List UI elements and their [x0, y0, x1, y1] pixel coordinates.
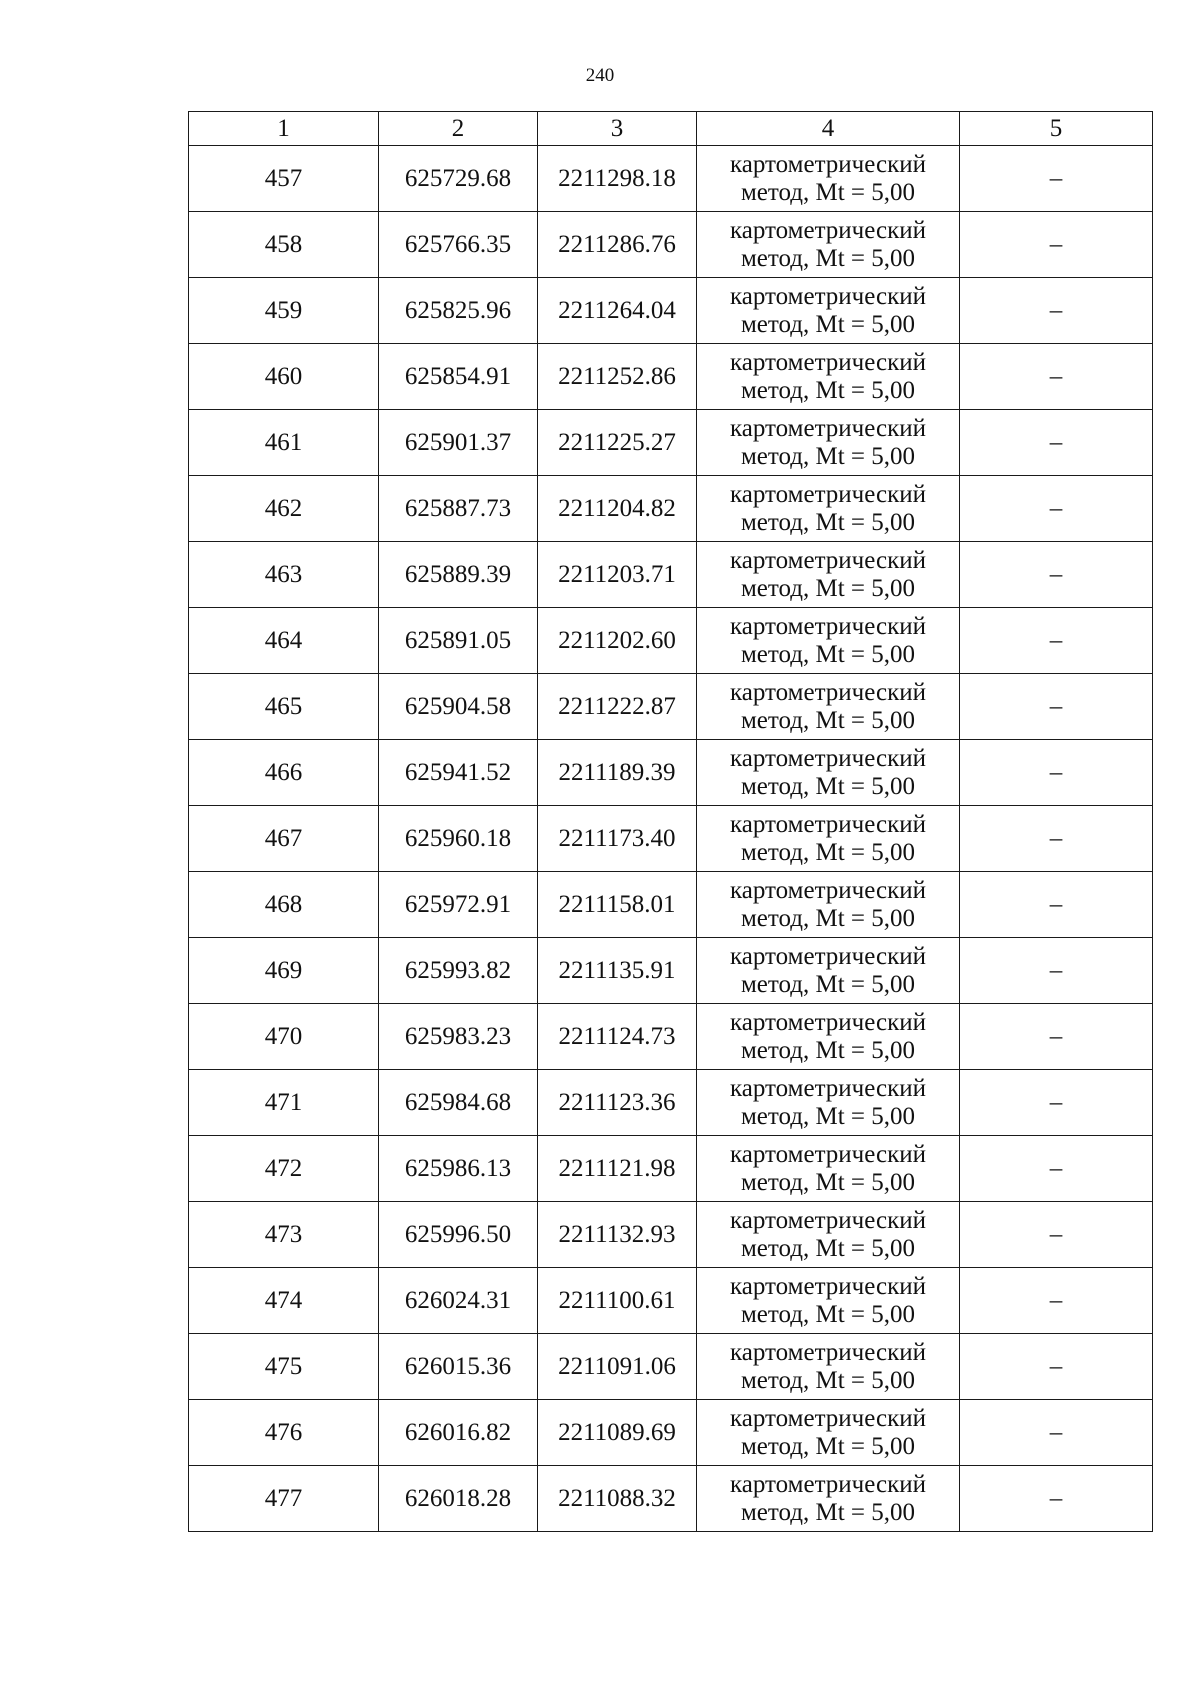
method-name: картометрический: [730, 150, 926, 178]
x-coordinate-cell: 625889.39: [379, 542, 538, 608]
method-accuracy: метод, Mt = 5,00: [740, 640, 916, 668]
method-accuracy: метод, Mt = 5,00: [740, 442, 916, 470]
table-row: [189, 938, 1153, 1004]
header-cell-3: 3: [538, 112, 697, 146]
method-accuracy: метод, Mt = 5,00: [740, 1498, 916, 1526]
header-cell-1: 1: [189, 112, 379, 146]
point-number-cell: 474: [189, 1268, 379, 1334]
method-accuracy: метод, Mt = 5,00: [740, 970, 916, 998]
method-cell: [697, 938, 960, 1004]
method-name: картометрический: [730, 612, 926, 640]
point-number-cell: 464: [189, 608, 379, 674]
x-coordinate-cell: 625993.82: [379, 938, 538, 1004]
point-number-cell: 462: [189, 476, 379, 542]
table-row: [189, 542, 1153, 608]
method-name: картометрический: [730, 1470, 926, 1498]
table-row: [189, 344, 1153, 410]
method-name: картометрический: [730, 1404, 926, 1432]
y-coordinate-cell: 2211121.98: [538, 1136, 697, 1202]
y-coordinate-cell: 2211203.71: [538, 542, 697, 608]
method-cell: [697, 212, 960, 278]
point-number-cell: 459: [189, 278, 379, 344]
note-cell: –: [960, 278, 1153, 344]
note-cell: –: [960, 674, 1153, 740]
method-name: картометрический: [730, 1206, 926, 1234]
x-coordinate-cell: 625983.23: [379, 1004, 538, 1070]
method-accuracy: метод, Mt = 5,00: [740, 1300, 916, 1328]
point-number-cell: 461: [189, 410, 379, 476]
method-name: картометрический: [730, 942, 926, 970]
note-cell: –: [960, 212, 1153, 278]
method-cell: [697, 806, 960, 872]
x-coordinate-cell: 626018.28: [379, 1466, 538, 1532]
method-cell: [697, 1400, 960, 1466]
y-coordinate-cell: 2211298.18: [538, 146, 697, 212]
note-cell: –: [960, 1334, 1153, 1400]
note-cell: –: [960, 476, 1153, 542]
y-coordinate-cell: 2211252.86: [538, 344, 697, 410]
point-number-cell: 473: [189, 1202, 379, 1268]
coordinates-table: [188, 111, 1153, 1532]
method-cell: [697, 278, 960, 344]
point-number-cell: 476: [189, 1400, 379, 1466]
table-row: [189, 608, 1153, 674]
method-accuracy: метод, Mt = 5,00: [740, 1234, 916, 1262]
table-header-row: [189, 112, 1153, 146]
method-name: картометрический: [730, 1074, 926, 1102]
x-coordinate-cell: 625941.52: [379, 740, 538, 806]
note-cell: –: [960, 1202, 1153, 1268]
header-cell-2: 2: [379, 112, 538, 146]
table-row: [189, 1070, 1153, 1136]
note-cell: –: [960, 1136, 1153, 1202]
point-number-cell: 469: [189, 938, 379, 1004]
x-coordinate-cell: 625972.91: [379, 872, 538, 938]
point-number-cell: 463: [189, 542, 379, 608]
point-number-cell: 477: [189, 1466, 379, 1532]
method-cell: [697, 1334, 960, 1400]
method-accuracy: метод, Mt = 5,00: [740, 376, 916, 404]
method-cell: [697, 1070, 960, 1136]
method-cell: [697, 1268, 960, 1334]
header-cell-5: 5: [960, 112, 1153, 146]
y-coordinate-cell: 2211088.32: [538, 1466, 697, 1532]
method-accuracy: метод, Mt = 5,00: [740, 574, 916, 602]
y-coordinate-cell: 2211132.93: [538, 1202, 697, 1268]
header-cell-4: 4: [697, 112, 960, 146]
method-name: картометрический: [730, 1008, 926, 1036]
x-coordinate-cell: 625766.35: [379, 212, 538, 278]
method-cell: [697, 1202, 960, 1268]
table-row: [189, 806, 1153, 872]
method-accuracy: метод, Mt = 5,00: [740, 178, 916, 206]
table-body: [189, 112, 1153, 1532]
point-number-cell: 458: [189, 212, 379, 278]
y-coordinate-cell: 2211158.01: [538, 872, 697, 938]
x-coordinate-cell: 625904.58: [379, 674, 538, 740]
method-cell: [697, 1466, 960, 1532]
method-cell: [697, 1136, 960, 1202]
note-cell: –: [960, 608, 1153, 674]
x-coordinate-cell: 626024.31: [379, 1268, 538, 1334]
method-name: картометрический: [730, 414, 926, 442]
y-coordinate-cell: 2211189.39: [538, 740, 697, 806]
x-coordinate-cell: 625960.18: [379, 806, 538, 872]
note-cell: –: [960, 1070, 1153, 1136]
point-number-cell: 475: [189, 1334, 379, 1400]
method-accuracy: метод, Mt = 5,00: [740, 1036, 916, 1064]
table-row: [189, 1202, 1153, 1268]
table-row: [189, 476, 1153, 542]
x-coordinate-cell: 625729.68: [379, 146, 538, 212]
note-cell: –: [960, 1004, 1153, 1070]
table-row: [189, 212, 1153, 278]
method-accuracy: метод, Mt = 5,00: [740, 904, 916, 932]
x-coordinate-cell: 626015.36: [379, 1334, 538, 1400]
point-number-cell: 468: [189, 872, 379, 938]
y-coordinate-cell: 2211123.36: [538, 1070, 697, 1136]
x-coordinate-cell: 625854.91: [379, 344, 538, 410]
x-coordinate-cell: 625996.50: [379, 1202, 538, 1268]
method-cell: [697, 608, 960, 674]
method-accuracy: метод, Mt = 5,00: [740, 310, 916, 338]
table-row: [189, 146, 1153, 212]
y-coordinate-cell: 2211222.87: [538, 674, 697, 740]
table-row: [189, 1268, 1153, 1334]
method-cell: [697, 542, 960, 608]
note-cell: –: [960, 1466, 1153, 1532]
y-coordinate-cell: 2211286.76: [538, 212, 697, 278]
note-cell: –: [960, 938, 1153, 1004]
method-accuracy: метод, Mt = 5,00: [740, 1168, 916, 1196]
y-coordinate-cell: 2211264.04: [538, 278, 697, 344]
method-accuracy: метод, Mt = 5,00: [740, 838, 916, 866]
point-number-cell: 467: [189, 806, 379, 872]
table-row: [189, 674, 1153, 740]
method-accuracy: метод, Mt = 5,00: [740, 1102, 916, 1130]
note-cell: –: [960, 872, 1153, 938]
note-cell: –: [960, 146, 1153, 212]
method-accuracy: метод, Mt = 5,00: [740, 772, 916, 800]
y-coordinate-cell: 2211204.82: [538, 476, 697, 542]
y-coordinate-cell: 2211124.73: [538, 1004, 697, 1070]
y-coordinate-cell: 2211135.91: [538, 938, 697, 1004]
method-cell: [697, 872, 960, 938]
table-row: [189, 740, 1153, 806]
x-coordinate-cell: 625891.05: [379, 608, 538, 674]
table-row: [189, 410, 1153, 476]
point-number-cell: 466: [189, 740, 379, 806]
method-cell: [697, 1004, 960, 1070]
table-row: [189, 872, 1153, 938]
method-name: картометрический: [730, 1338, 926, 1366]
note-cell: –: [960, 542, 1153, 608]
method-name: картометрический: [730, 1140, 926, 1168]
table-row: [189, 278, 1153, 344]
y-coordinate-cell: 2211225.27: [538, 410, 697, 476]
page-number: 240: [585, 65, 615, 86]
x-coordinate-cell: 625825.96: [379, 278, 538, 344]
method-name: картометрический: [730, 348, 926, 376]
point-number-cell: 460: [189, 344, 379, 410]
method-accuracy: метод, Mt = 5,00: [740, 1432, 916, 1460]
method-accuracy: метод, Mt = 5,00: [740, 244, 916, 272]
method-accuracy: метод, Mt = 5,00: [740, 508, 916, 536]
method-accuracy: метод, Mt = 5,00: [740, 706, 916, 734]
table-row: [189, 1466, 1153, 1532]
method-name: картометрический: [730, 1272, 926, 1300]
table-row: [189, 1334, 1153, 1400]
point-number-cell: 457: [189, 146, 379, 212]
method-cell: [697, 740, 960, 806]
method-cell: [697, 344, 960, 410]
note-cell: –: [960, 1400, 1153, 1466]
method-name: картометрический: [730, 744, 926, 772]
method-name: картометрический: [730, 876, 926, 904]
note-cell: –: [960, 1268, 1153, 1334]
note-cell: –: [960, 410, 1153, 476]
y-coordinate-cell: 2211173.40: [538, 806, 697, 872]
point-number-cell: 471: [189, 1070, 379, 1136]
note-cell: –: [960, 806, 1153, 872]
method-name: картометрический: [730, 282, 926, 310]
note-cell: –: [960, 344, 1153, 410]
table-row: [189, 1400, 1153, 1466]
method-cell: [697, 146, 960, 212]
method-cell: [697, 410, 960, 476]
method-name: картометрический: [730, 546, 926, 574]
x-coordinate-cell: 625984.68: [379, 1070, 538, 1136]
point-number-cell: 470: [189, 1004, 379, 1070]
y-coordinate-cell: 2211202.60: [538, 608, 697, 674]
note-cell: –: [960, 740, 1153, 806]
method-accuracy: метод, Mt = 5,00: [740, 1366, 916, 1394]
method-name: картометрический: [730, 678, 926, 706]
x-coordinate-cell: 626016.82: [379, 1400, 538, 1466]
x-coordinate-cell: 625887.73: [379, 476, 538, 542]
y-coordinate-cell: 2211089.69: [538, 1400, 697, 1466]
x-coordinate-cell: 625901.37: [379, 410, 538, 476]
point-number-cell: 472: [189, 1136, 379, 1202]
y-coordinate-cell: 2211100.61: [538, 1268, 697, 1334]
table-row: [189, 1004, 1153, 1070]
method-name: картометрический: [730, 480, 926, 508]
x-coordinate-cell: 625986.13: [379, 1136, 538, 1202]
method-cell: [697, 476, 960, 542]
method-cell: [697, 674, 960, 740]
method-name: картометрический: [730, 216, 926, 244]
point-number-cell: 465: [189, 674, 379, 740]
y-coordinate-cell: 2211091.06: [538, 1334, 697, 1400]
method-name: картометрический: [730, 810, 926, 838]
table-row: [189, 1136, 1153, 1202]
